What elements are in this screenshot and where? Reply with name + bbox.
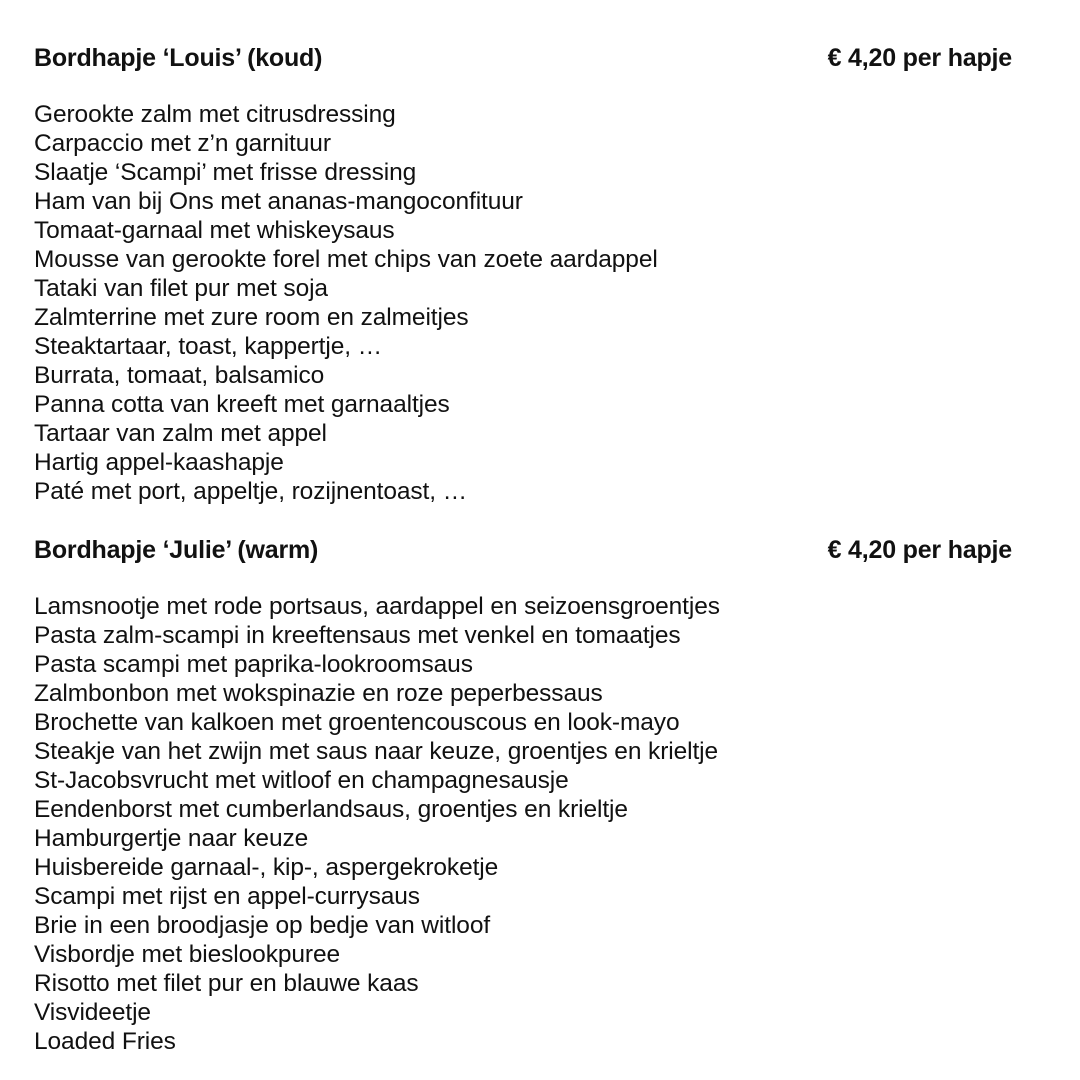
menu-item: Burrata, tomaat, balsamico — [34, 362, 325, 389]
menu-item: Paté met port, appeltje, rozijnentoast, … — [34, 478, 468, 505]
menu-item: Eendenborst met cumberlandsaus, groentjes en krieltje — [34, 796, 628, 823]
menu-item: Hamburgertje naar keuze — [34, 825, 309, 852]
menu-item: Visbordje met bieslookpuree — [34, 941, 341, 968]
section-header — [34, 530, 1012, 570]
menu-item: Slaatje ‘Scampi’ met frisse dressing — [34, 159, 417, 186]
section-price: € 4,20 per hapje — [827, 44, 1012, 72]
menu-item: St-Jacobsvrucht met witloof en champagnesausje — [34, 767, 569, 794]
menu-item-list — [34, 592, 1012, 1056]
menu-item: Scampi met rijst en appel-currysaus — [34, 883, 420, 910]
menu-item: Pasta scampi met paprika-lookroomsaus — [34, 651, 473, 678]
menu-item: Brie in een broodjasje op bedje van witloof — [34, 912, 491, 939]
menu-item: Tartaar van zalm met appel — [34, 420, 327, 447]
section-julie-warm — [34, 530, 1012, 1056]
menu-item: Tomaat-garnaal met whiskeysaus — [34, 217, 395, 244]
menu-item: Gerookte zalm met citrusdressing — [34, 101, 396, 128]
section-header — [34, 38, 1012, 78]
menu-item: Steaktartaar, toast, kappertje, … — [34, 333, 383, 360]
menu-item: Mousse van gerookte forel met chips van zoete aardappel — [34, 246, 658, 273]
menu-item: Brochette van kalkoen met groentencouscous en look-mayo — [34, 709, 680, 736]
menu-page — [34, 38, 1012, 1056]
section-louis-cold — [34, 38, 1012, 506]
section-price: € 4,20 per hapje — [827, 536, 1012, 564]
menu-item: Tataki van filet pur met soja — [34, 275, 328, 302]
menu-item: Loaded Fries — [34, 1028, 176, 1055]
menu-item: Hartig appel-kaashapje — [34, 449, 284, 476]
menu-item-list — [34, 100, 1012, 506]
menu-item: Huisbereide garnaal-, kip-, aspergekroketje — [34, 854, 499, 881]
menu-item: Ham van bij Ons met ananas-mangoconfituur — [34, 188, 523, 215]
menu-item: Zalmbonbon met wokspinazie en roze peperbessaus — [34, 680, 603, 707]
menu-item: Lamsnootje met rode portsaus, aardappel en seizoensgroentjes — [34, 593, 720, 620]
menu-item: Risotto met filet pur en blauwe kaas — [34, 970, 419, 997]
section-title: Bordhapje ‘Louis’ (koud) — [34, 44, 323, 72]
menu-item: Panna cotta van kreeft met garnaaltjes — [34, 391, 450, 418]
menu-item: Zalmterrine met zure room en zalmeitjes — [34, 304, 469, 331]
menu-item: Visvideetje — [34, 999, 151, 1026]
menu-item: Pasta zalm-scampi in kreeftensaus met venkel en tomaatjes — [34, 622, 681, 649]
section-title: Bordhapje ‘Julie’ (warm) — [34, 536, 319, 564]
menu-item: Carpaccio met z’n garnituur — [34, 130, 331, 157]
menu-item: Steakje van het zwijn met saus naar keuze, groentjes en krieltje — [34, 738, 719, 765]
